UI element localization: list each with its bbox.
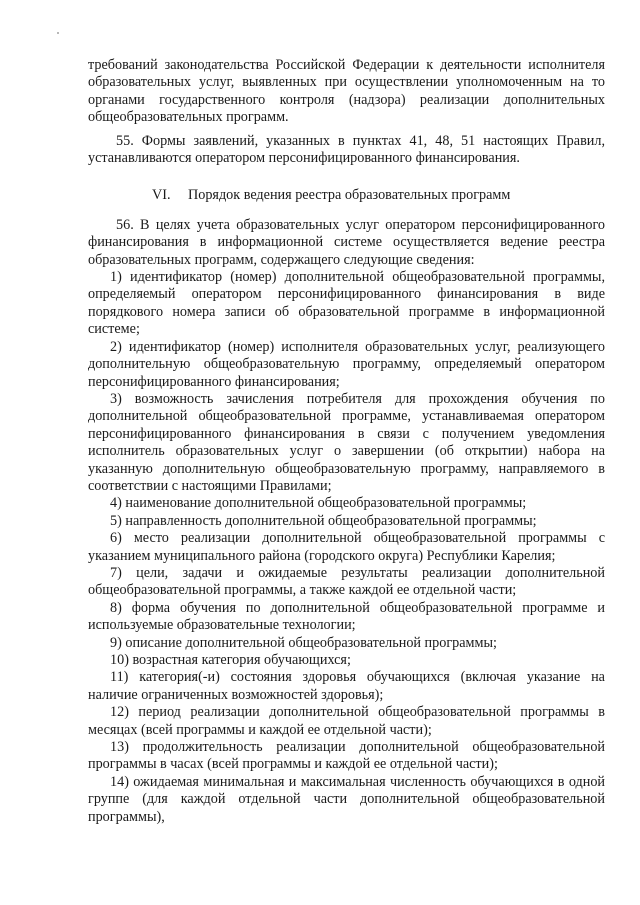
subitem-7: 7) цели, задачи и ожидаемые результаты реализации дополнительной общеобразовательной программы, а также каждой ее отдельной части;: [88, 564, 605, 599]
paragraph-continuation: требований законодательства Российской Федерации к деятельности исполнителя образовательных услуг, выявленных при осуществлении уполномоченным на то органами государственного контроля (надзора) реализации дополнительных общеобразовательных программ.: [88, 57, 605, 126]
subitem-12: 12) период реализации дополнительной общеобразовательной программы в месяцах (всей программы и каждой ее отдельной части);: [88, 704, 605, 738]
paragraph-item-55: 55. Формы заявлений, указанных в пунктах 41, 48, 51 настоящих Правил, устанавливаются оператором персонифицированного финансирования.: [88, 132, 605, 167]
subitem-2: 2) идентификатор (номер) исполнителя образовательных услуг, реализующего дополнительную общеобразовательную программу, определяемый оператором персонифицированного финансирования;: [88, 338, 605, 390]
subitem-4: 4) наименование дополнительной общеобразовательной программы;: [110, 495, 527, 512]
section-title: Порядок ведения реестра образовательных программ: [188, 187, 511, 204]
subitem-5: 5) направленность дополнительной общеобразовательной программы;: [110, 512, 537, 529]
subitem-13: 13) продолжительность реализации дополнительной общеобразовательной программы в часах (всей программы и каждой ее отдельной части);: [88, 739, 605, 773]
subitem-8: 8) форма обучения по дополнительной общеобразовательной программе и используемые образовательные технологии;: [88, 599, 605, 634]
scan-artifact: [57, 32, 59, 34]
subitem-9: 9) описание дополнительной общеобразовательной программы;: [110, 634, 497, 651]
section-number: VI.: [152, 187, 171, 204]
paragraph-item-56: 56. В целях учета образовательных услуг оператором персонифицированного финансирования в информационной системе осуществляется ведение реестра образовательных программ, содержащего следующие сведения:: [88, 216, 605, 268]
subitem-11: 11) категория(-и) состояния здоровья обучающихся (включая указание на наличие ограниченных возможностей здоровья);: [88, 669, 605, 703]
subitem-10: 10) возрастная категория обучающихся;: [110, 652, 351, 668]
subitem-1: 1) идентификатор (номер) дополнительной общеобразовательной программы, определяемый оператором персонифицированного финансирования в виде порядкового номера записи об образовательной программе в информационной системе;: [88, 269, 605, 338]
section-heading: [88, 187, 605, 204]
subitem-14: 14) ожидаемая минимальная и максимальная численность обучающихся в одной группе (для каждой отдельной части дополнительной общеобразовательной программы),: [88, 773, 605, 825]
subitem-6: 6) место реализации дополнительной общеобразовательной программы с указанием муниципального района (городского округа) Республики Карелия;: [88, 530, 605, 564]
subitem-3: 3) возможность зачисления потребителя для прохождения обучения по дополнительной общеобразовательной программе, устанавливаемая оператором персонифицированного финансирования в связи с получением уведомления исполнитель образовательных услуг о завершении (об открытии) набора на указанную дополнительную общеобразовательную программу, направляемого в соответствии с настоящими Правилами;: [88, 390, 605, 494]
